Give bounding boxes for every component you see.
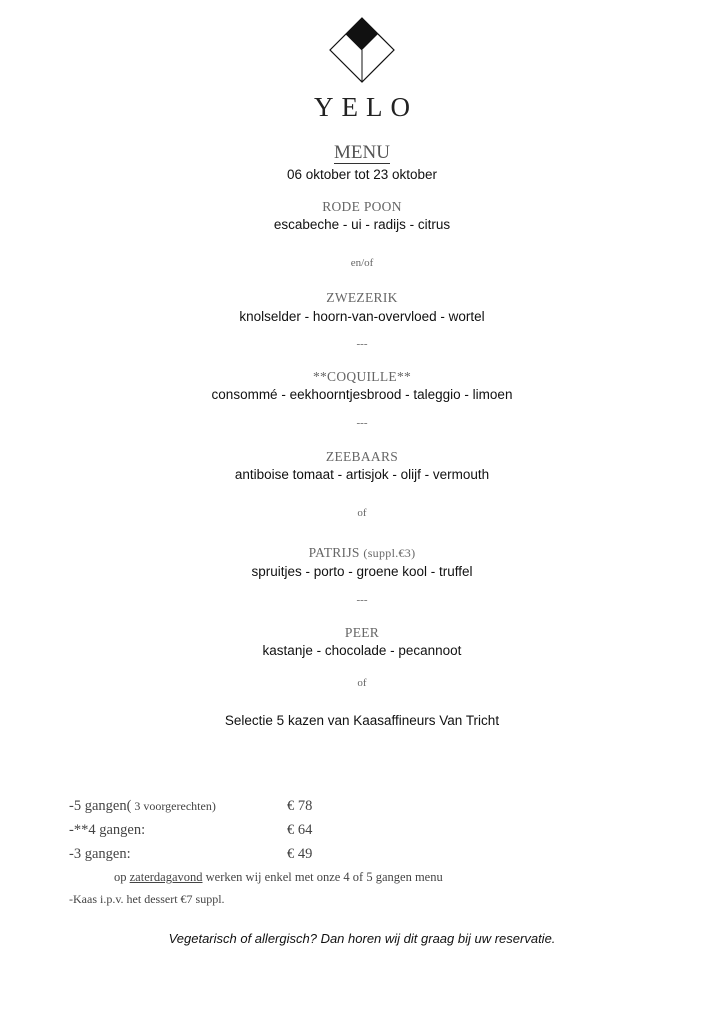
course-heading-patrijs: PATRIJS (suppl.€3): [308, 545, 416, 560]
separator-of-2: of: [357, 677, 367, 689]
course-heading-zwezerik: ZWEZERIK: [326, 290, 398, 305]
course-heading-rode-poon: RODE POON: [322, 199, 402, 214]
separator-en-of: en/of: [350, 257, 374, 269]
course-heading-zeebaars: ZEEBAARS: [325, 449, 399, 464]
course-description-patrijs: spruitjes - porto - groene kool - truffel: [251, 564, 473, 579]
course-description-peer: kastanje - chocolade - pecannoot: [262, 643, 462, 658]
yelo-logo: [328, 16, 396, 84]
separator-dash-1: ---: [356, 338, 368, 350]
menu-title: MENU: [334, 142, 390, 163]
cheese-selection: Selectie 5 kazen van Kaasaffineurs Van Tricht: [224, 713, 500, 728]
date-range: 06 oktober tot 23 oktober: [286, 167, 438, 182]
separator-of-1: of: [357, 507, 367, 519]
course-description-zwezerik: knolselder - hoorn-van-overvloed - wortel: [239, 309, 485, 324]
saturday-note: op zaterdagavond werken wij enkel met onze 4 of 5 gangen menu: [114, 870, 443, 884]
course-description-rode-poon: escabeche - ui - radijs - citrus: [273, 217, 451, 232]
course-description-coquille: consommé - eekhoorntjesbrood - taleggio - limoen: [211, 387, 513, 402]
separator-dash-2: ---: [356, 417, 368, 429]
supplement-note: (suppl.€3): [363, 546, 416, 560]
brand-name: YELO: [314, 92, 418, 122]
cheese-supplement-note: -Kaas i.p.v. het dessert €7 suppl.: [69, 892, 225, 906]
course-description-zeebaars: antiboise tomaat - artisjok - olijf - vermouth: [234, 467, 490, 482]
separator-dash-3: ---: [356, 594, 368, 606]
vegetarian-note: Vegetarisch of allergisch? Dan horen wij dit graag bij uw reservatie.: [168, 931, 556, 946]
course-heading-peer: PEER: [344, 625, 380, 640]
course-heading-coquille: **COQUILLE**: [312, 369, 412, 384]
